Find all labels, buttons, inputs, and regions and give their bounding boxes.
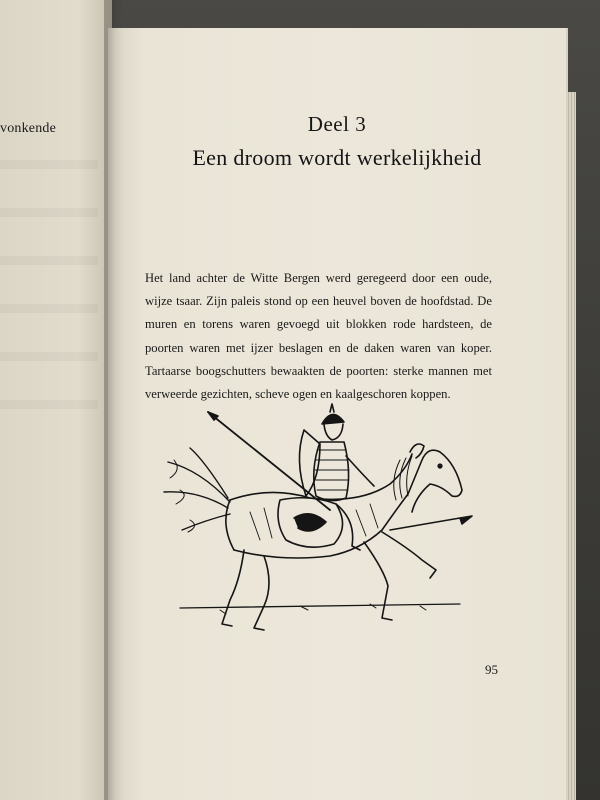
helmet-spike [330, 404, 334, 412]
hind-leg-back [222, 550, 244, 626]
spear-line [390, 518, 460, 530]
body-paragraph [145, 267, 492, 406]
saddle-ornament [294, 514, 326, 531]
show-through-line [0, 208, 98, 217]
show-through-line [0, 160, 98, 169]
front-leg-back [364, 542, 392, 620]
body-paragraph-text: Het land achter de Witte Bergen werd geregeerd door een oude, wijze tsaar. Zijn paleis stond op een heuvel boven de hoofdstad. De muren en torens waren gevoegd uit blokken rode hardsteen, de poorten waren met ijzer beslagen en de daken waren van koper. Tartaarse boogschutters bewaakten de poorten: sterke mannen met verweerde gezichten, scheve ogen en kaalgeschoren koppen. [145, 271, 492, 402]
rider-torso [314, 442, 349, 501]
left-page [0, 0, 112, 800]
rider-arm [346, 456, 374, 486]
page-edges [566, 92, 576, 800]
horse-back [230, 454, 412, 500]
front-leg-raised [382, 532, 436, 578]
chapter-title: Een droom wordt werkelijkheid [192, 145, 482, 170]
horse-eye [438, 464, 442, 468]
rider-face [324, 424, 343, 440]
helmet [322, 414, 344, 424]
ground-line [180, 604, 460, 608]
shield [299, 430, 320, 496]
spear-tip [460, 516, 472, 524]
show-through-line [0, 400, 98, 409]
left-page-word: vonkende [0, 121, 57, 136]
horse-rider-illustration [160, 400, 480, 660]
show-through-line [0, 304, 98, 313]
chapter-number: Deel 3 [307, 112, 367, 136]
show-through-line [0, 352, 98, 361]
horse-belly [234, 530, 382, 558]
page-number: 95 [485, 662, 498, 677]
show-through-line [0, 256, 98, 265]
hind-leg-front [254, 556, 269, 630]
